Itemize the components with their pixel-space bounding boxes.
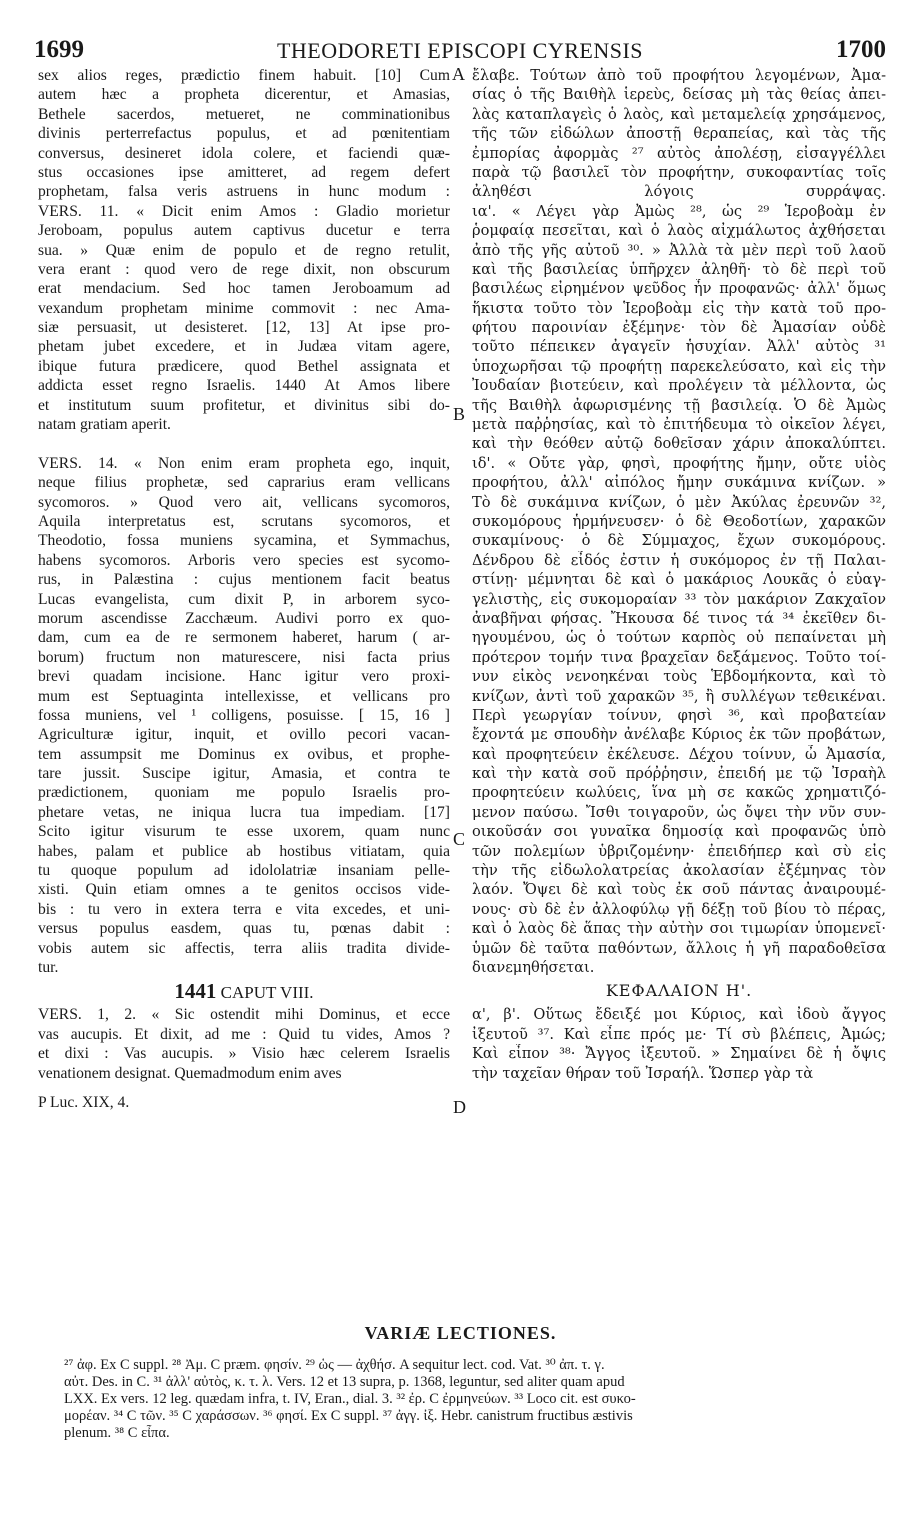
text-line: et institutum suum profitetur, et divinitus sibi do- bbox=[38, 396, 450, 414]
text-line: tem assumpsit me Dominus ex ovibus, et prophe- bbox=[38, 745, 450, 763]
text-line: διανεμηθήσεται. bbox=[472, 958, 595, 976]
text-line: borum) fructum non maturescere, nisi facta prius bbox=[38, 648, 450, 666]
text-line: Τὸ δὲ συκάμινα κνίζων, ὁ μὲν Ἀκύλας ἐρευνῶν ³², bbox=[472, 493, 886, 511]
text-line: μορέαν. ³⁴ C τῶν. ³⁵ C χαράσσων. ³⁶ φησί. Ex C suppl. ³⁷ ἀγγ. ἰξ. Hebr. canistrum fructibus æstivis bbox=[64, 1408, 633, 1424]
text-line: φήτου παροινίαν ἐξέμηνε· τὸν δὲ Ἀμασίαν οὐδὲ bbox=[472, 319, 886, 337]
text-line: ἔχοντά με σπουδὴν ἀνέλαβε Κύριος ἐκ τῶν προβάτων, bbox=[472, 726, 886, 744]
greek-text-block bbox=[472, 66, 886, 977]
latin-column bbox=[38, 66, 450, 1112]
text-line: ὑμῶν δὲ ταῦτα παθόντων, ἄλλοις ἡ γῆ παραδοθεῖσα bbox=[472, 939, 886, 957]
text-line: ἀπὸ τῆς γῆς αὐτοῦ ³⁰. » Ἀλλὰ τὰ μὲν περὶ τοῦ λαοῦ bbox=[472, 241, 886, 259]
margin-letter-d: D bbox=[453, 1097, 466, 1117]
text-line: λὰς καταπλαγεὶς ὁ λαὸς, καὶ μεταμελείᾳ χρησάμενος, bbox=[472, 105, 886, 123]
text-line: mum est Septuaginta intellexisse, et vellicans pro bbox=[38, 687, 450, 705]
text-line: νους· σὺ δὲ ἐν ἀλλοφύλῳ γῇ δέξῃ τοῦ βίου τὸ πέρας, bbox=[472, 900, 886, 918]
text-line: ἔλαβε. Τούτων ἀπὸ τοῦ προφήτου λεγομένων, Ἀμα- bbox=[472, 67, 886, 84]
text-line: τὴν ταχεῖαν θήραν τοῦ Ἰσραήλ. Ὥσπερ γὰρ τὰ bbox=[472, 1064, 814, 1082]
text-line: brevi quadam incisione. Hanc igitur vero proxi- bbox=[38, 668, 450, 686]
text-line: τὴν τῆς εἰδωλολατρείας ἀκολασίαν ἐξέμηνας τὸν bbox=[472, 862, 886, 880]
text-line: VERS. 11. « Dicit enim Amos : Gladio morietur bbox=[38, 202, 450, 220]
text-line: tare jussit. Suscipe igitur, Amasia, et contra te bbox=[38, 765, 450, 783]
greek-text-block-2 bbox=[472, 1005, 886, 1083]
text-line: habes, palam et publice ab hostibus vitiatam, quia bbox=[38, 842, 450, 860]
text-line: Καὶ εἶπον ³⁸· Ἄγγος ἰξευτοῦ. » Σημαίνει δὲ ἡ ὄψις bbox=[472, 1045, 886, 1063]
text-line: erat mendacium. Sed hoc tamen Jeroboamum ad bbox=[38, 280, 450, 298]
text-line: τῶν πολεμίων ὑβριζομένην· ἐπειδήπερ καὶ σὺ εἰς bbox=[472, 842, 886, 860]
text-line: Jeroboam, populus autem captivus ducetur e terra bbox=[38, 222, 450, 240]
greek-column bbox=[472, 66, 886, 1083]
text-line: tu quoque populum ad idololatriæ insaniam pelle- bbox=[38, 862, 450, 880]
text-line: versus populus easdem, quas tu, pœnas dabit : bbox=[38, 920, 450, 938]
text-line: καὶ τὴν θεόθεν αὐτῷ δοθεῖσαν χάριν ἀποκαλύπτει. bbox=[472, 435, 886, 453]
text-line: vera erant : quod vero de rege dixit, non obscurum bbox=[38, 260, 450, 278]
running-title: THEODORETI EPISCOPI CYRENSIS bbox=[276, 38, 644, 63]
text-line: LXX. Ex vers. 12 leg. quædam infra, t. IV, Eran., dial. 3. ³² ἐρ. C ἐρμηνεύων. ³³ Loco cit. est συκο- bbox=[64, 1391, 636, 1407]
column-number: 1441 bbox=[174, 979, 217, 1004]
text-line: βασιλέως εἰρημένον ψεῦδος ἦν προφανῶς· ἀλλ' ὅμως bbox=[472, 280, 886, 298]
text-line: συκομόρους ἡρμήνευσεν· ὁ δὲ Θεοδοτίων, χαρακῶν bbox=[472, 512, 886, 530]
text-line: ἀναβῆναι φήσας. Ἤκουσα δέ τινος τά ³⁴ ἐκεῖθεν δι- bbox=[472, 609, 886, 627]
text-line: νυν εἰκὸς νενοηκέναι τοὺς Ἑβδομήκοντα, καὶ τὸ bbox=[472, 668, 886, 686]
text-line: καὶ προφητεύειν ἐκέλευσε. Δέχου τοίνυν, ὦ Ἀμασία, bbox=[472, 745, 886, 763]
text-line: ἥκιστα τοῦτο τὸν Ἱεροβοὰμ εἰς τὴν κατὰ τοῦ προ- bbox=[472, 299, 886, 317]
text-line: phetare vetas, ne iniqua lucra tua impediam. [17] bbox=[38, 803, 450, 821]
text-line: α', β'. Οὕτως ἔδειξέ μοι Κύριος, καὶ ἰδοὺ ἄγγος bbox=[472, 1006, 886, 1024]
text-line: ια'. « Λέγει γὰρ Ἀμὼς ²⁸, ὡς ²⁹ Ἱεροβοὰμ ἐν bbox=[472, 202, 886, 220]
text-line: natam gratiam aperit. bbox=[38, 416, 171, 434]
text-line: Bethele sacerdos, metueret, ne comminationibus bbox=[38, 105, 450, 123]
variae-lectiones-title: VARIÆ LECTIONES. bbox=[364, 1323, 557, 1343]
text-line: Agriculturæ igitur, inquit, et ovillo pecori vacan- bbox=[38, 726, 450, 744]
text-line: stus occasiones ipse amitteret, ad regem defert bbox=[38, 163, 450, 181]
chapter-heading-latin bbox=[38, 977, 450, 1005]
text-line: vexandum prophetam minime commovit : nec Ama- bbox=[38, 299, 450, 317]
margin-letter-c: C bbox=[453, 829, 466, 849]
text-line: ιδ'. « Οὔτε γὰρ, φησὶ, προφήτης ἤμην, οὔτε υἱὸς bbox=[472, 454, 886, 472]
text-line: καὶ ὁ λαὸς δὲ ἅπας τὴν αὐτὴν σοι τιμωρίαν ὑπομενεῖ· bbox=[472, 920, 886, 938]
text-line: κνίζων, ἀντὶ τοῦ χαρακῶν ³⁵, ἢ συλλέγων τεθεικέναι. bbox=[472, 687, 886, 705]
text-line: γελιστὴς, εἰς συκομοραίαν ³³ τὸν μακάριον Ζακχαῖον bbox=[472, 590, 886, 608]
variae-lectiones-notes bbox=[64, 1357, 884, 1442]
text-line: divinis perterrefactus populus, et ad pœnitentiam bbox=[38, 125, 450, 143]
text-line: τοῦτο πέπεικεν ἀγαγεῖν ἡσυχίαν. Ἀλλ' αὐτὸς ³¹ bbox=[472, 338, 886, 356]
text-line: συκαμίνους· ὁ δὲ Σύμμαχος, ἔχων συκομόρους. bbox=[472, 532, 886, 550]
text-line: σίας ὁ τῆς Βαιθὴλ ἱερεὺς, δείσας μὴ τὰς θείας ἀπει- bbox=[472, 86, 886, 104]
text-line: τῆς Βαιθὴλ ἀφωρισμένης τῇ βασιλείᾳ. Ὁ δὲ Ἀμὼς bbox=[472, 396, 886, 414]
text-line: siæ persuasit, ut desisteret. [12, 13] At ipse pro- bbox=[38, 319, 450, 337]
text-line: vas aucupis. Et dixit, ad me : Quid tu vides, Amos ? bbox=[38, 1025, 450, 1043]
chapter-heading-greek: ΚΕΦΑΛΑΙΟΝ Η'. bbox=[605, 981, 753, 1001]
text-line: οικοῦσάν σοι γυναῖκα δημοσίᾳ καὶ προφανῶς ὑπὸ bbox=[472, 823, 886, 841]
text-line: venationem designat. Quemadmodum enim aves bbox=[38, 1064, 342, 1082]
text-line: VERS. 1, 2. « Sic ostendit mihi Dominus, et ecce bbox=[38, 1006, 450, 1024]
text-line: παρὰ τῷ βασιλεῖ τὸν προφήτην, συκοφαντίας τοῖς bbox=[472, 163, 886, 181]
text-line: προφητεύειν κωλύεις, ἵνα μὴ σε κακῶς χρηματιζό- bbox=[472, 784, 886, 802]
text-line: προφήτου, ἀλλ' αἰπόλος ἤμην συκάμινα κνίζων. » bbox=[472, 474, 886, 492]
latin-text-block-2 bbox=[38, 1005, 450, 1083]
text-line: αὐτ. Des. in C. ³¹ ἀλλ' αὐτὸς, κ. τ. λ. Vers. 12 et 13 supra, p. 1368, leguntur, sed aliter quam apud bbox=[64, 1374, 625, 1390]
text-line: πρότερον τομήν τινα βραχεῖαν δεξάμενος. Τοῦτο τοί- bbox=[472, 648, 886, 666]
text-line: tur. bbox=[38, 958, 59, 976]
text-line: Lucas evangelista, cum dixit P, in arborem syco- bbox=[38, 590, 450, 608]
text-line: et dixi : Vas aucupis. » Visio hæc celerem Israelis bbox=[38, 1045, 450, 1063]
text-line: τῆς τῶν εἰδώλων ἀποστῇ θεραπείας, καὶ τὰς τῆς bbox=[472, 125, 886, 143]
text-line: vobis autem sic affectis, terra aliis tradita divide- bbox=[38, 939, 450, 957]
text-line: plenum. ³⁸ C εἶπα. bbox=[64, 1425, 170, 1441]
text-line: bis : tu vero in extera terra e vita excedes, et uni- bbox=[38, 900, 450, 918]
margin-letter-b: B bbox=[453, 404, 466, 424]
text-line: sua. » Quæ enim de populo et de regno retulit, bbox=[38, 241, 450, 259]
text-line: sycomoros. » Quod vero ait, vellicans sycomoros, bbox=[38, 493, 450, 511]
page-number-right: 1700 bbox=[836, 36, 886, 63]
chapter-title-latin: CAPUT VIII. bbox=[220, 983, 314, 1003]
text-line: autem hæc a propheta dicerentur, et Amasias, bbox=[38, 86, 450, 104]
text-line: λαόν. Ὄψει δὲ καὶ τοὺς ἐκ σοῦ πάντας ἀναιρουμέ- bbox=[472, 881, 886, 899]
text-line: rus, in Palæstina : cujus mentionem facit beatus bbox=[38, 571, 450, 589]
text-line: μετὰ παῤῥησίας, καὶ τὸ ἐπιτήδευμα τὸ οἰκεῖον λέγει, bbox=[472, 416, 886, 434]
text-line: prædictionem, quoniam me populo Israelis pro- bbox=[38, 784, 450, 802]
text-line: sex alios reges, prædictio finem habuit. [10] Cum bbox=[38, 67, 450, 84]
text-line: ὑποχωρῆσαι τῷ προφήτῃ παρεκελεύσατο, καὶ εἰς τὴν bbox=[472, 357, 886, 375]
text-line: ²⁷ ἀφ. Ex C suppl. ²⁸ Ἀμ. C præm. φησίν. ²⁹ ὡς — ἀχθήσ. A sequitur lect. cod. Vat. ³⁰ ἀπ. τ. γ. bbox=[64, 1357, 605, 1373]
text-line: Scito igitur visurum te esse uxorem, quam nunc bbox=[38, 823, 450, 841]
margin-letter-a: A bbox=[452, 64, 465, 84]
text-line: καὶ τῆς βασιλείας ὑπῆρχεν ἀληθῆ· τὸ δὲ περὶ τοῦ bbox=[472, 260, 886, 278]
text-line: habens sycomoros. Arboris vero species est sycomo- bbox=[38, 551, 450, 569]
text-line: phetam jubet excedere, et in Judæa vitam agere, bbox=[38, 338, 450, 356]
text-line: μενον παύσω. Ἴσθι τοιγαροῦν, ὡς ὄψει τὴν νῦν συν- bbox=[472, 803, 886, 821]
footnote-reference: P Luc. XIX, 4. bbox=[38, 1093, 130, 1111]
text-line: Δένδρου δὲ εἶδός ἐστιν ἡ συκόμορος ἐν τῇ Παλαι- bbox=[472, 551, 886, 569]
text-line: conversus, desineret idola colere, et faciendi quæ- bbox=[38, 144, 450, 162]
text-line: ῥομφαίᾳ πεσεῖται, καὶ ὁ λαὸς αἰχμάλωτος ἀχθήσεται bbox=[472, 222, 886, 240]
text-line: neque filius prophetæ, sed caprarius eram vellicans bbox=[38, 474, 450, 492]
text-line: Περὶ γεωργίαν τοίνυν, φησὶ ³⁶, καὶ προβατείαν bbox=[472, 706, 886, 724]
text-line: dam, cum ea de re sermonem haberet, harum ( ar- bbox=[38, 629, 450, 647]
text-line: addicta esset regno Israelis. 1440 At Amos libere bbox=[38, 377, 450, 395]
text-line: ἀληθέσι λόγοις συρράψας. bbox=[472, 183, 886, 201]
text-line: fossa muniens, vel ¹ colligens, posuisse. [ 15, 16 ] bbox=[38, 706, 450, 724]
text-line: Ἰουδαίαν βιοτεύειν, καὶ προλέγειν τὰ μέλλοντα, ὡς bbox=[472, 377, 886, 395]
text-line: ibique futura prædicere, quod Bethel assignata et bbox=[38, 357, 450, 375]
text-line: στίνῃ· μέμνηται δὲ καὶ ὁ μακάριος Λουκᾶς ὁ εὐαγ- bbox=[472, 571, 886, 589]
text-line: VERS. 14. « Non enim eram propheta ego, inquit, bbox=[38, 454, 450, 472]
text-line: Theodotio, fossa muniens sycamina, et Symmachus, bbox=[38, 532, 450, 550]
text-line: xisti. Quin etiam omnes a te genitos occisos vide- bbox=[38, 881, 450, 899]
text-line: prophetam, falsa veris astruens in hunc modum : bbox=[38, 183, 450, 201]
text-line: ηγουμένου, ὡς ὁ τούτων καρπὸς οὐ πεπαίνεται μὴ bbox=[472, 629, 886, 647]
page-number-left: 1699 bbox=[34, 36, 84, 63]
latin-text-block bbox=[38, 66, 450, 977]
text-line: ἰξευτοῦ ³⁷. Καὶ εἶπε πρός με· Τί σὺ βλέπεις, Ἀμώς; bbox=[472, 1025, 886, 1043]
text-line: καὶ τὴν κατὰ σοῦ πρόῤῥησιν, ἐπειδή με τῷ Ἰσραὴλ bbox=[472, 765, 886, 783]
text-line: morum ascendisse Zacchæum. Audivi porro ex quo- bbox=[38, 609, 450, 627]
text-line: ἐμπορίας ἀφορμὰς ²⁷ αὐτὸς ἀπολέσῃ, εἰσαγγέλλει bbox=[472, 144, 886, 162]
text-line: Aquila interpretatus est, scrutans sycomoros, et bbox=[38, 512, 450, 530]
blank-line bbox=[38, 434, 450, 453]
